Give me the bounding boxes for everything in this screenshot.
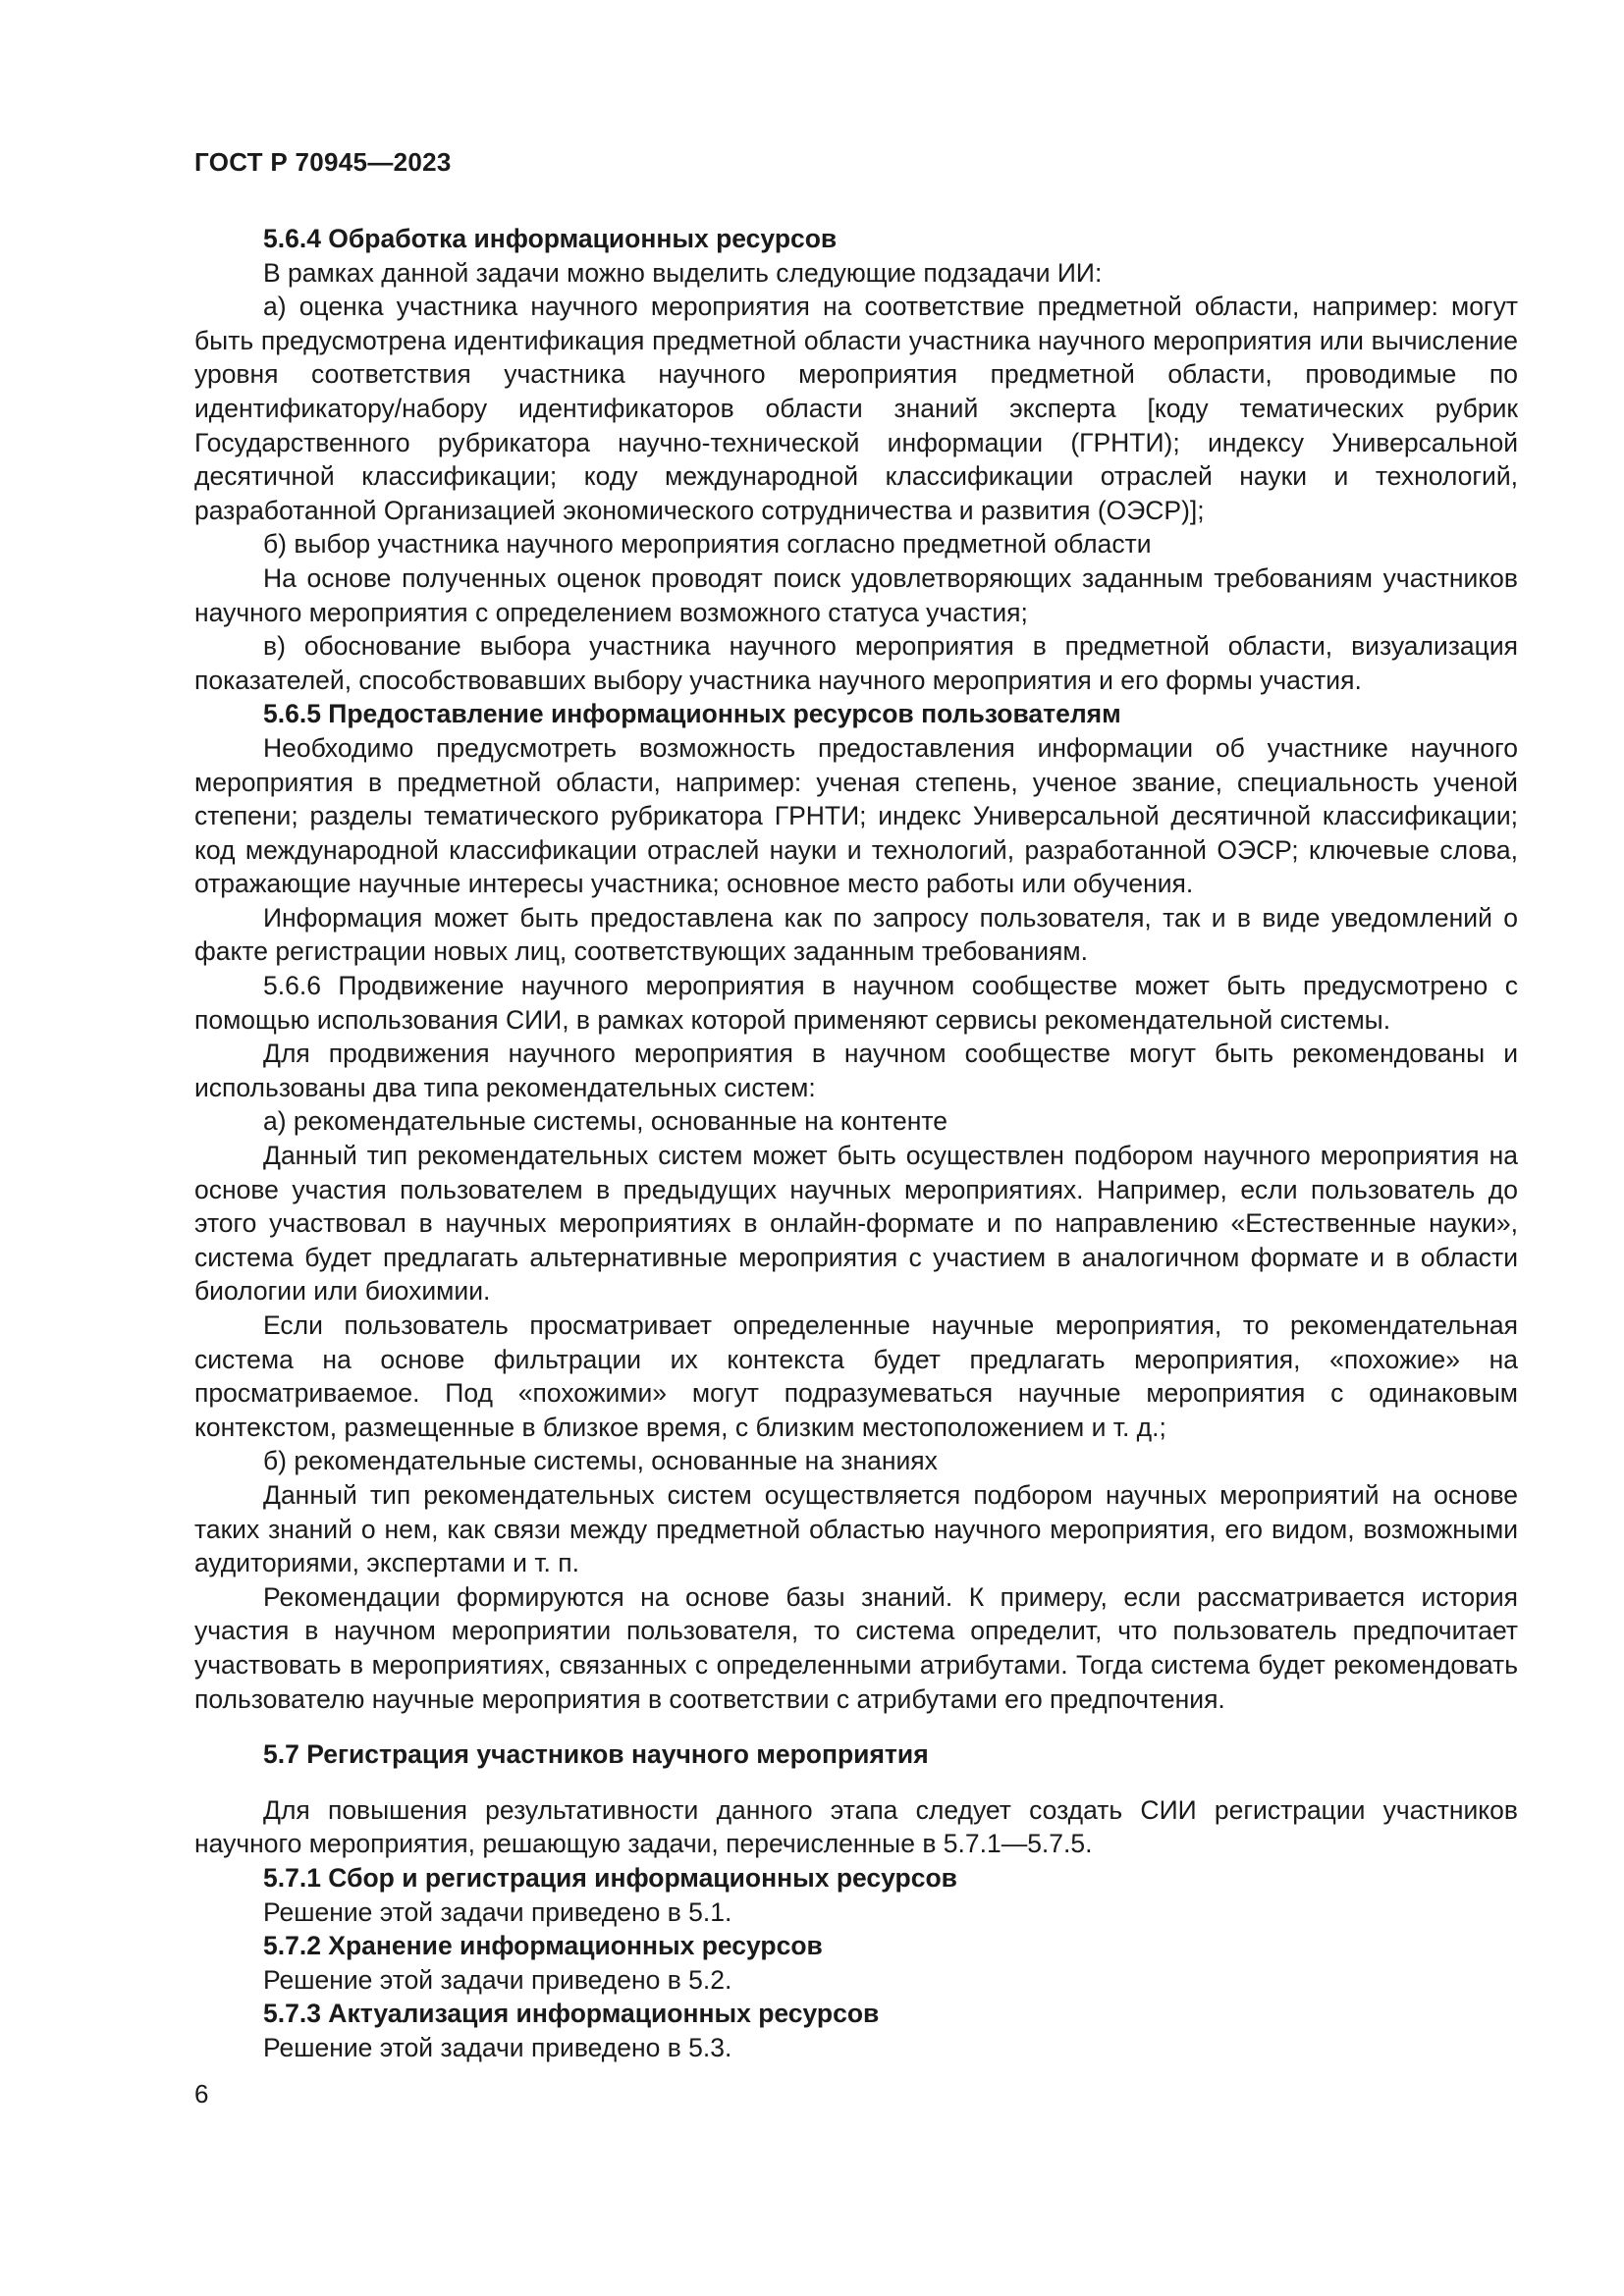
body-paragraph: Информация может быть предоставлена как по запросу пользователя, так и в виде уведомлений о факте регистрации новых лиц, соответствующих заданным требованиям. — [194, 902, 1518, 967]
heading-5-7-2: 5.7.2 Хранение информационных ресурсов — [263, 1931, 823, 1961]
body-paragraph: Данный тип рекомендательных систем осуществляется подбором научных мероприятий на основе таких знаний о нем, как связи между предметной областью научного мероприятия, его видом, возможными аудиториями, экспертами и т. п. — [194, 1479, 1518, 1578]
body-paragraph: Решение этой задачи приведено в 5.1. — [263, 1896, 732, 1927]
body-paragraph: б) рекомендательные системы, основанные на знаниях — [263, 1446, 938, 1476]
body-paragraph: б) выбор участника научного мероприятия согласно предметной области — [263, 529, 1152, 560]
page-number: 6 — [194, 2079, 209, 2109]
body-paragraph: Решение этой задачи приведено в 5.3. — [263, 2032, 732, 2062]
body-paragraph: в) обоснование выбора участника научного мероприятия в предметной области, визуализация показателей, способствовавших выбору участника научного мероприятия и его формы участия. — [194, 631, 1518, 695]
heading-5-6-5: 5.6.5 Предоставление информационных ресурсов пользователям — [263, 699, 1121, 729]
body-paragraph: Если пользователь просматривает определенные научные мероприятия, то рекомендательная система на основе фильтрации их контекста будет предлагать мероприятия, «похожие» на просматриваемое. Под «похожими» могут подразумеваться научные мероприятия с одинаковым контекстом, размещенные в близкое время, с близким местоположением и т. д.; — [194, 1310, 1518, 1442]
body-paragraph: В рамках данной задачи можно выделить следующие подзадачи ИИ: — [263, 257, 1103, 288]
body-paragraph: Необходимо предусмотреть возможность предоставления информации об участнике научного мероприятия в предметной области, например: ученая степень, ученое звание, специальность ученой степени; разделы тематического рубрикатора ГРНТИ; индекс Универсальной десятичной классификации; код международной классификации отраслей науки и технологий, разработанной ОЭСР; ключевые слова, отражающие научные интересы участника; основное место работы или обучения. — [194, 732, 1518, 899]
heading-5-7-3: 5.7.3 Актуализация информационных ресурсов — [263, 1999, 880, 2029]
body-paragraph: Рекомендации формируются на основе базы знаний. К примеру, если рассматривается история участия в научном мероприятии пользователя, то система определит, что пользователь предпочитает участвовать в мероприятиях, связанных с определенными атрибутами. Тогда система будет рекомендовать пользователю научные мероприятия в соответствии с атрибутами его предпочтения. — [194, 1581, 1518, 1714]
body-paragraph: 5.6.6 Продвижение научного мероприятия в научном сообществе может быть предусмотрено с помощью использования СИИ, в рамках которой применяют сервисы рекомендательной системы. — [194, 971, 1518, 1035]
document-header-id: ГОСТ Р 70945—2023 — [194, 147, 452, 177]
document-body — [194, 222, 1518, 2064]
body-paragraph: а) рекомендательные системы, основанные на контенте — [263, 1106, 947, 1137]
heading-5-7: 5.7 Регистрация участников научного мероприятия — [263, 1739, 929, 1770]
body-paragraph: Для продвижения научного мероприятия в научном сообществе могут быть рекомендованы и использованы два типа рекомендательных систем: — [194, 1039, 1518, 1102]
heading-5-6-4: 5.6.4 Обработка информационных ресурсов — [263, 224, 838, 253]
body-paragraph: Для повышения результативности данного этапа следует создать СИИ регистрации участников научного мероприятия, решающую задачи, перечисленные в 5.7.1—5.7.5. — [194, 1794, 1518, 1859]
body-paragraph: Данный тип рекомендательных систем может быть осуществлен подбором научного мероприятия на основе участия пользователем в предыдущих научных мероприятиях. Например, если пользователь до этого участвовал в научных мероприятиях в онлайн-формате и по направлению «Естественные науки», система будет предлагать альтернативные мероприятия с участием в аналогичном формате и в области биологии или биохимии. — [194, 1141, 1518, 1307]
body-paragraph: а) оценка участника научного мероприятия на соответствие предметной области, например: могут быть предусмотрена идентификация предметной области участника научного мероприятия или вычисление уровня соответствия участника научного мероприятия предметной области, проводимые по идентификатору/набору идентификаторов области знаний эксперта [коду тематических рубрик Государственного рубрикатора научно-технической информации (ГРНТИ); индексу Универсальной десятичной классификации; коду международной классификации отраслей науки и технологий, разработанной Организацией экономического сотрудничества и развития (ОЭСР)]; — [194, 292, 1518, 525]
body-paragraph: На основе полученных оценок проводят поиск удовлетворяющих заданным требованиям участников научного мероприятия с определением возможного статуса участия; — [194, 562, 1518, 627]
body-paragraph: Решение этой задачи приведено в 5.2. — [263, 1964, 732, 1995]
heading-5-7-1: 5.7.1 Сбор и регистрация информационных ресурсов — [263, 1862, 957, 1893]
